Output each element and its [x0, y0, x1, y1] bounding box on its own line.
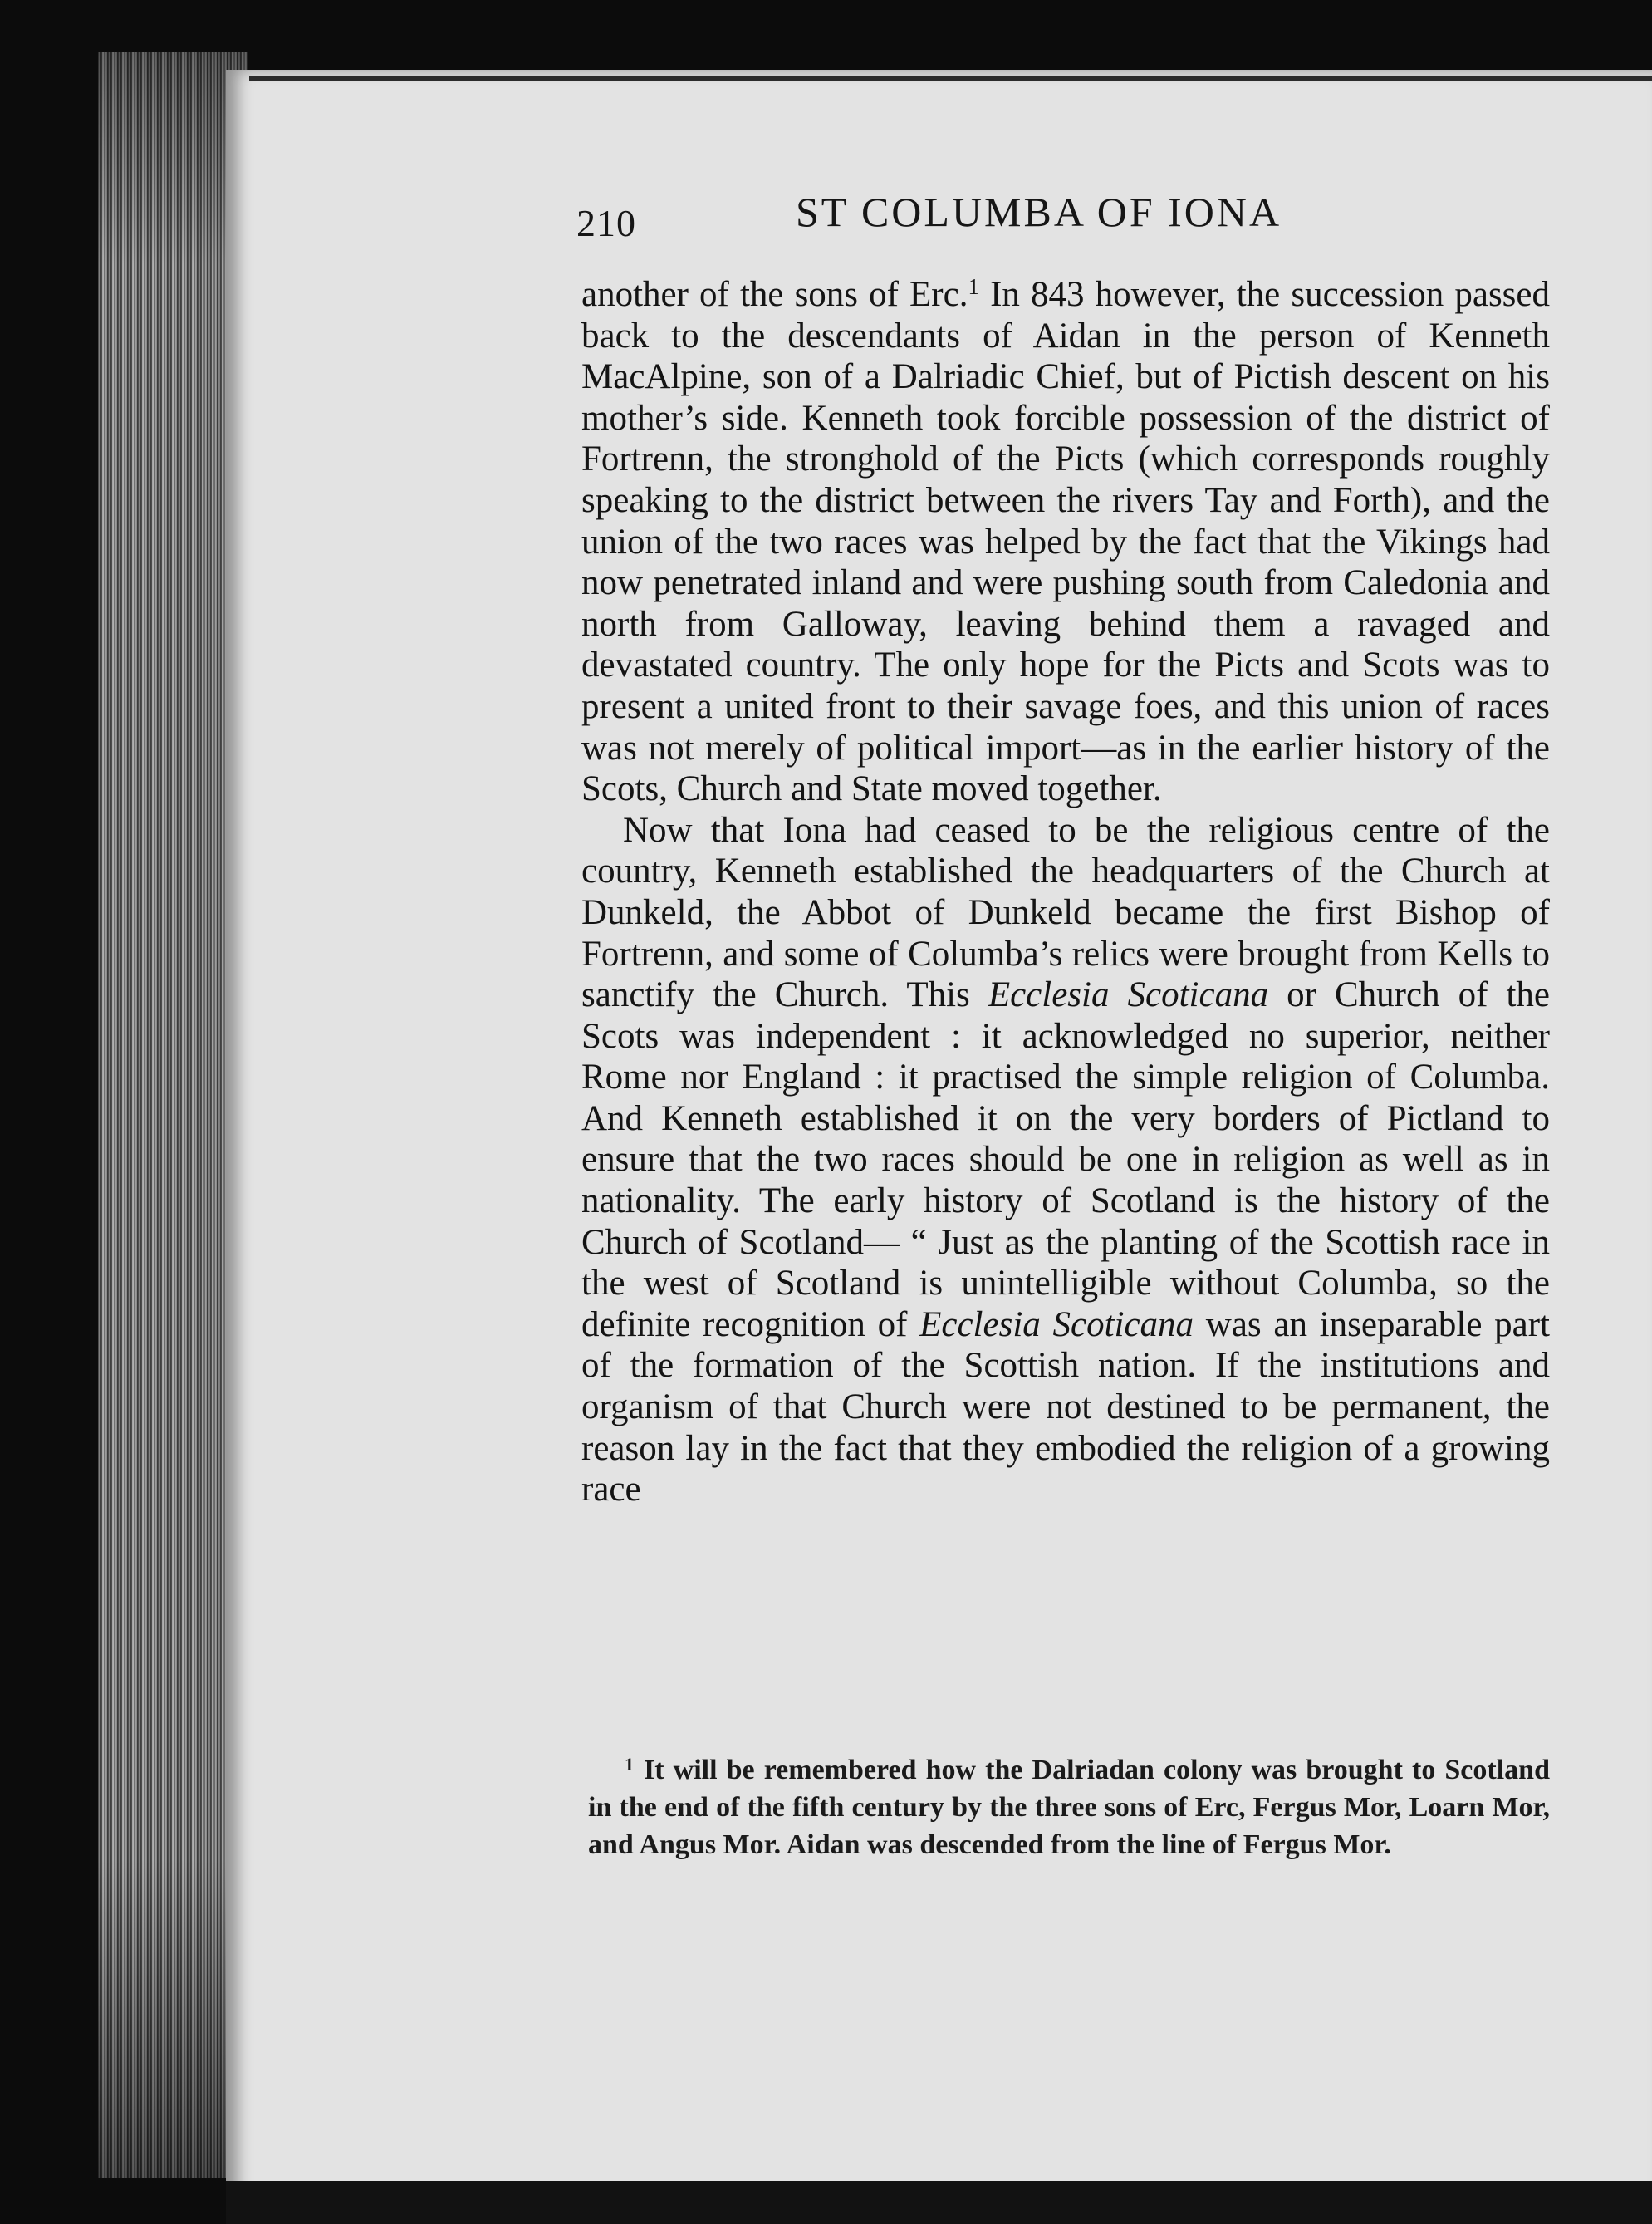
body-text	[581, 274, 1550, 1510]
ecclesia-scoticana-italic-2: Ecclesia Scoticana	[919, 1304, 1194, 1344]
paragraph-2-part-2: or Church of the Scots was independent : it acknowledged no superior, neither Rome nor England : it practised the simple religion of Columba. And Kenneth established it on the very borders of Pictland to ensure that the two races should be one in religion as well as in nationality. The early history of Scotland is the history of the Church of Scotland— “ Just as the planting of the Scottish race in the west of Scotland is unintelligible without Columba, so the definite recognition of	[581, 975, 1551, 1344]
paragraph-1	[581, 274, 1550, 810]
footnote-reference: 1	[968, 274, 979, 299]
paragraph-2-part-3: was an inseparable part of the formation of the Scottish nation. If the institutions and organism of that Church were not destined to be permanent, the reason lay in the fact that they embodied the religion of a growing race	[581, 1304, 1551, 1510]
running-title: ST COLUMBA OF IONA	[796, 189, 1282, 235]
top-rule	[249, 76, 1652, 81]
paragraph-1-rest: In 843 however, the succession passed back to the descendants of Aidan in the person of Kenneth MacAlpine, son of a Dalriadic Chief, but of Pictish descent on his mother’s side. Kenneth took forcible possession of the district of Fortrenn, the stronghold of the Picts (which corresponds roughly speaking to the district between the rivers Tay and Forth), and the union of the two races was helped by the fact that the Vikings had now penetrated inland and were pushing south from Caledonia and north from Galloway, leaving behind them a ravaged and devastated country. The only hope for the Picts and Scots was to present a united front to their savage foes, and this union of races was not merely of political import—as in the earlier history of the Scots, Church and State moved together.	[581, 275, 1550, 809]
bottom-shadow	[226, 2181, 1652, 2224]
footnote-paragraph	[588, 1751, 1550, 1863]
page-number: 210	[576, 202, 636, 244]
footnote-text: It will be remembered how the Dalriadan colony was brought to Scotland in the end of the fifth century by the three sons of Erc, Fergus Mor, Loarn Mor, and Angus Mor. Aidan was descended from the line of Fergus Mor.	[588, 1755, 1550, 1860]
footnote-number: 1	[625, 1754, 634, 1775]
book-spine-edge	[98, 52, 248, 2178]
paragraph-1-start: another of the sons of Erc.	[581, 275, 968, 314]
ecclesia-scoticana-italic-1: Ecclesia Scoticana	[988, 975, 1269, 1015]
running-head	[576, 188, 1545, 246]
footnote	[588, 1751, 1550, 1863]
paragraph-2	[581, 810, 1550, 1510]
paragraph-2-part-1: Now that Iona had ceased to be the religious centre of the country, Kenneth established the headquarters of the Church at Dunkeld, the Abbot of Dunkeld became the first Bishop of Fortrenn, and some of Columba’s relics were brought from Kells to sanctify the Church. This	[581, 810, 1550, 1015]
